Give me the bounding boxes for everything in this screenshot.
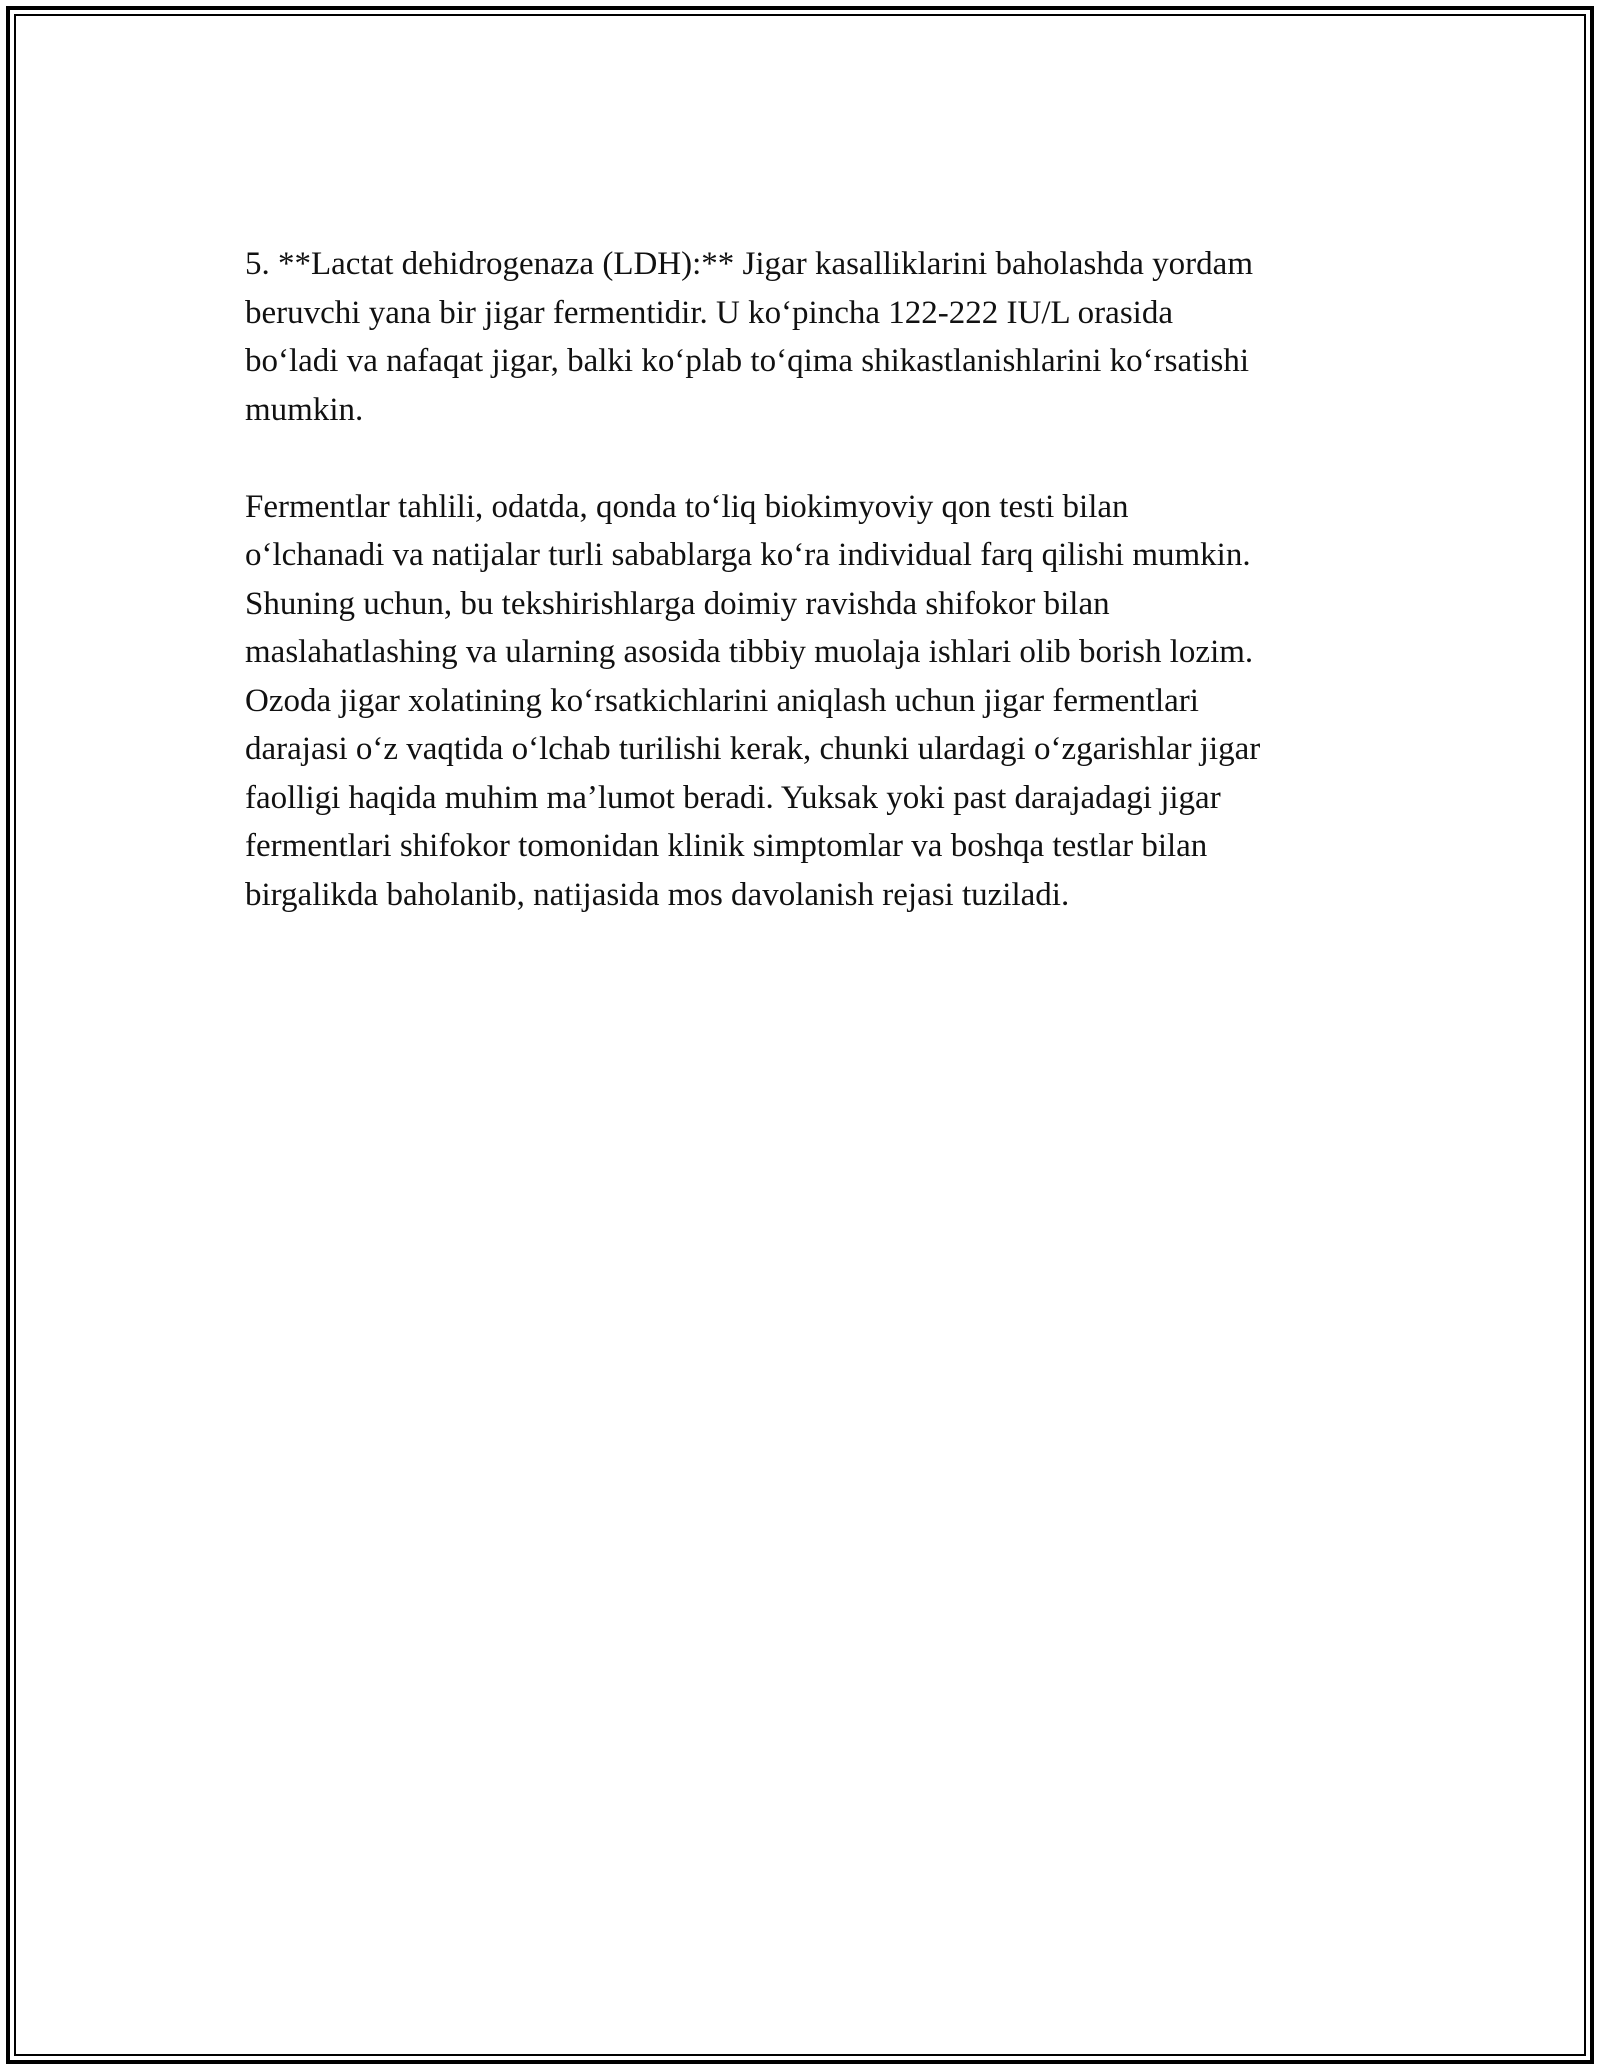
paragraph-ldh	[245, 240, 1385, 434]
paragraph-enzyme-analysis	[245, 483, 1385, 920]
text-line: 5. **Lactat dehidrogenaza (LDH):** Jigar kasalliklarini baholashda yordam	[245, 246, 1253, 282]
text-line: maslahatlashing va ularning asosida tibbiy muolaja ishlari olib borish lozim.	[245, 634, 1254, 670]
text-line: fermentlari shifokor tomonidan klinik simptomlar va boshqa testlar bilan	[245, 828, 1208, 864]
text-line: birgalikda baholanib, natijasida mos davolanish rejasi tuziladi.	[245, 876, 1070, 913]
text-line: beruvchi yana bir jigar fermentidir. U koʻpincha 122-222 IU/L orasida	[245, 294, 1173, 331]
text-line: oʻlchanadi va natijalar turli sabablarga koʻra individual farq qilishi mumkin.	[245, 537, 1251, 573]
text-line: Shuning uchun, bu tekshirishlarga doimiy ravishda shifokor bilan	[245, 585, 1110, 622]
page-border	[6, 6, 1594, 2064]
text-line: Fermentlar tahlili, odatda, qonda toʻliq biokimyoviy qon testi bilan	[245, 488, 1129, 525]
text-line: Ozoda jigar xolatining koʻrsatkichlarini aniqlash uchun jigar fermentlari	[245, 682, 1199, 719]
text-line: mumkin.	[245, 391, 364, 428]
text-line: darajasi oʻz vaqtida oʻlchab turilishi kerak, chunki ulardagi oʻzgarishlar jigar	[245, 731, 1261, 767]
text-line: boʻladi va nafaqat jigar, balki koʻplab toʻqima shikastlanishlarini koʻrsatishi	[245, 343, 1250, 379]
document-body	[245, 240, 1385, 919]
text-line: faolligi haqida muhim maʼlumot beradi. Yuksak yoki past darajadagi jigar	[245, 779, 1221, 816]
